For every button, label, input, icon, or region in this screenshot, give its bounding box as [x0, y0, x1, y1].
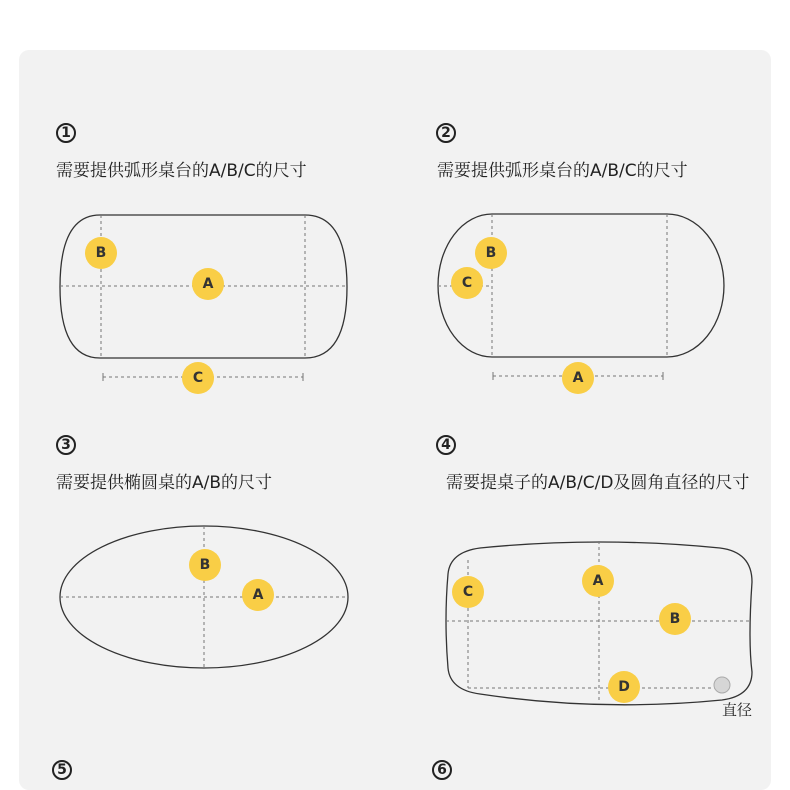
step-number-5: 5 [52, 760, 72, 780]
badge-a [582, 565, 614, 597]
badge-b [475, 237, 507, 269]
svg-text:A: A [202, 276, 214, 292]
step-title-2: 需要提供弧形桌台的A/B/C的尺寸 [437, 161, 688, 181]
badge-d [608, 671, 640, 703]
corner-diameter-label: 直径 [722, 701, 753, 719]
svg-text:A: A [572, 370, 584, 386]
svg-text:D: D [618, 679, 630, 695]
step-number-6: 6 [432, 760, 452, 780]
badge-b [189, 549, 221, 581]
corner-diameter-marker [714, 677, 730, 693]
svg-text:B: B [95, 245, 107, 261]
badge-a [562, 362, 594, 394]
svg-text:B: B [485, 245, 497, 261]
diagram-3 [60, 526, 348, 668]
svg-text:C: C [461, 275, 473, 291]
step-title-1: 需要提供弧形桌台的A/B/C的尺寸 [56, 161, 307, 181]
badge-c [451, 267, 483, 299]
badge-b [85, 237, 117, 269]
badge-c [182, 362, 214, 394]
svg-text:C: C [462, 584, 474, 600]
svg-text:B: B [669, 611, 681, 627]
step-title-4: 需要提桌子的A/B/C/D及圆角直径的尺寸 [446, 473, 750, 493]
step-number-4: 4 [436, 435, 456, 455]
step-number-1: 1 [56, 123, 76, 143]
badge-a [242, 579, 274, 611]
diagram-2 [438, 214, 724, 394]
svg-text:A: A [252, 587, 264, 603]
svg-text:C: C [192, 370, 204, 386]
svg-text:A: A [592, 573, 604, 589]
diagram-1 [60, 215, 347, 394]
step-number-2: 2 [436, 123, 456, 143]
badge-a [192, 268, 224, 300]
diagram-4 [446, 541, 752, 719]
badge-b [659, 603, 691, 635]
step-title-3: 需要提供椭圆桌的A/B的尺寸 [56, 473, 273, 493]
badge-c [452, 576, 484, 608]
svg-text:B: B [199, 557, 211, 573]
step-number-3: 3 [56, 435, 76, 455]
